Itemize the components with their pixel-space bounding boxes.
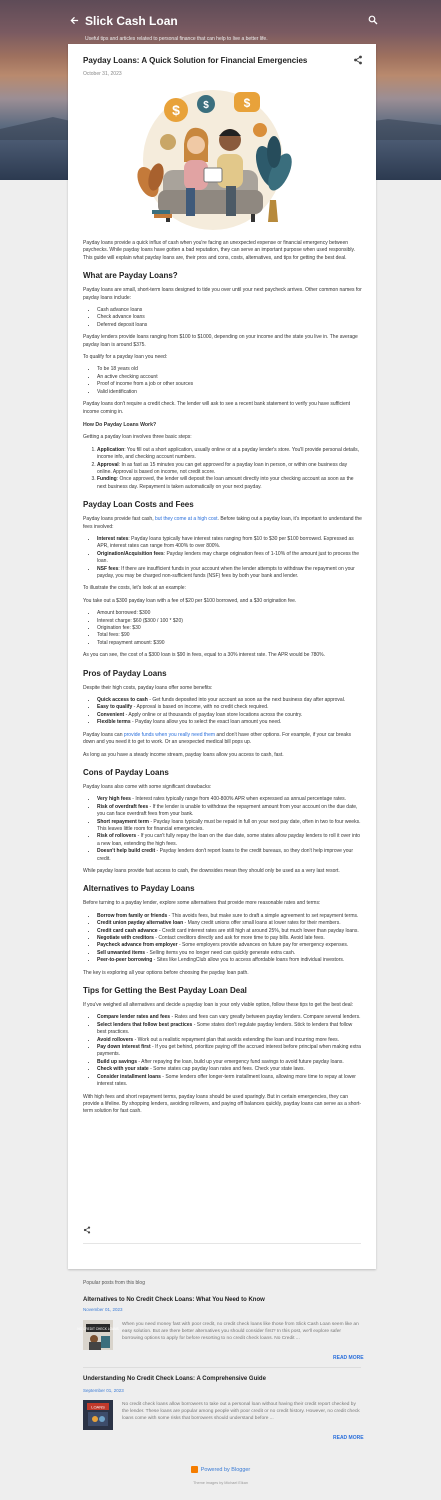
list-item: • Deferred deposit loans xyxy=(97,322,363,329)
list-item: • Cash advance loans xyxy=(97,307,363,314)
high-cost-link[interactable]: but they come at a high cost xyxy=(155,516,218,523)
list-item: • An active checking account xyxy=(97,374,363,381)
heading-tips: Tips for Getting the Best Payday Loan Deal xyxy=(83,986,247,996)
list-item: 3. Funding: Once approved, the lender will deposit the loan amount directly into your checking account as soon as the next business day. Repayment is taken automatically on your next payday. xyxy=(97,476,363,491)
list-item: • Avoid rollovers - Work out a realistic repayment plan that avoids extending the loan and incurring more fees. xyxy=(97,1037,363,1044)
paragraph: Payday loans can provide funds when you really need them and don't have other options. For example, if your car breaks down and you need it to get to work. Or an unexpected medical bill pops up. xyxy=(83,731,352,746)
post-title: Payday Loans: A Quick Solution for Financial Emergencies xyxy=(83,56,308,65)
paragraph: Despite their high costs, payday loans offer some benefits: xyxy=(83,684,213,691)
alternatives-list xyxy=(83,913,363,965)
list-item: • Amount borrowed: $300 xyxy=(97,610,363,617)
list-item: • Compare lender rates and fees - Rates and fees can vary greatly between payday lenders. Compare several lenders. xyxy=(97,1014,363,1021)
popular-post-title[interactable]: Understanding No Credit Check Loans: A Comprehensive Guide xyxy=(83,1376,266,1382)
qualify-list xyxy=(83,366,363,396)
list-item: • Credit union payday alternative loan - Many credit unions offer small loans at lower rates for their members. xyxy=(97,920,363,927)
list-item: • NSF fees: If there are insufficient funds in your account when the lender attempts to withdraw the repayment on your payday, you may be charged non-sufficient funds (NSF) fees by both your bank and lender. xyxy=(97,566,363,581)
pros-list xyxy=(83,697,363,727)
list-item: • Sell unwanted items - Selling items you no longer need can quickly generate extra cash. xyxy=(97,950,363,957)
popular-post-thumbnail[interactable] xyxy=(77,1320,119,1350)
paragraph: You take out a $300 payday loan with a fee of $20 per $100 borrowed, and a $30 origination fee. xyxy=(83,597,297,604)
list-item: • Borrow from family or friends - This avoids fees, but make sure to draft a simple agreement to set repayment terms. xyxy=(97,913,363,920)
list-item: • Easy to qualify - Approval is based on income, with no credit check required. xyxy=(97,704,363,711)
list-item: • Pay down interest first - If you get behind, prioritize paying off the accrued interest before principal when making extra payments. xyxy=(97,1044,363,1059)
popular-post-date[interactable]: November 01, 2023 xyxy=(83,1307,123,1312)
read-more-link[interactable]: READ MORE xyxy=(333,1355,364,1361)
list-item: • Interest charge: $60 ($300 / 100 * $20) xyxy=(97,618,363,625)
post-card xyxy=(68,44,376,1269)
paragraph: As long as you have a steady income stream, payday loans allow you access to cash, fast. xyxy=(83,751,284,758)
list-item: • Check advance loans xyxy=(97,314,363,321)
list-item: • Total repayment amount: $390 xyxy=(97,640,363,647)
list-item: • Quick access to cash - Get funds deposited into your account as soon as the next business day after approval. xyxy=(97,697,363,704)
paragraph: If you've weighed all alternatives and decide a payday loan is your only viable option, follow these tips to get the best deal: xyxy=(83,1002,354,1009)
popular-post-date[interactable]: September 01, 2023 xyxy=(83,1388,124,1393)
list-item: • Proof of income from a job or other sources xyxy=(97,381,363,388)
svg-text:$: $ xyxy=(172,102,180,118)
popular-post-snippet: When you need money fast with poor credit, no credit check loans like those from Slick Cash Loan seem like an easy solution. But are there better alternatives you should consider first? In this post, we'll explore safer borrowing options to apply for before resorting to no credit check loans. No Credit ... xyxy=(122,1322,359,1342)
blog-title[interactable]: Slick Cash Loan xyxy=(85,14,178,28)
paragraph: Getting a payday loan involves three basic steps: xyxy=(83,434,192,441)
paragraph: As you can see, the cost of a $300 loan is $90 in fees, equal to a 30% interest rate. The APR would be 780%. xyxy=(83,652,326,659)
paragraph: Payday loans also come with some significant drawbacks: xyxy=(83,783,212,790)
thumb-text: NO CREDIT CHECK LOANS xyxy=(77,1327,119,1331)
paragraph: With high fees and short repayment terms, payday loans should be used sparingly. But in certain emergencies, they can provide a lifeline. By shopping lenders, avoiding rollovers, and paying off balances quickly, payday loans can serve as a short-term solution for fast cash. xyxy=(83,1093,362,1115)
list-item: • Origination fee: $30 xyxy=(97,625,363,632)
list-item: • Select lenders that follow best practices - Some states don't regulate payday lenders. Stick to lenders that follow best practices. xyxy=(97,1022,363,1037)
heading-cons: Cons of Payday Loans xyxy=(83,767,169,777)
example-list xyxy=(83,610,363,647)
list-item: • To be 18 years old xyxy=(97,366,363,373)
list-item: • Build up savings - After repaying the loan, build up your emergency fund savings to avoid future payday loans. xyxy=(97,1059,363,1066)
list-item: • Convenient - Apply online or at thousands of payday loan store locations across the country. xyxy=(97,712,363,719)
paragraph: The key is exploring all your options before choosing the payday loan path. xyxy=(83,969,249,976)
heading-costs: Payday Loan Costs and Fees xyxy=(83,500,194,510)
paragraph: Payday lenders provide loans ranging from $100 to $1000, depending on your income and the state you live in. The average payday loan is around $375. xyxy=(83,334,358,348)
popular-label: Popular posts from this blog xyxy=(83,1280,145,1286)
svg-text:$: $ xyxy=(243,96,251,110)
list-item: • Very high fees - Interest rates typically range from 400-800% APR when expressed as annual percentage rates. xyxy=(97,796,363,803)
list-item: 1. Application: You fill out a short application, usually online or at a payday lender's store. You'll provide personal details, income info, and checking account numbers. xyxy=(97,447,363,462)
svg-text:$: $ xyxy=(203,100,209,111)
back-arrow-icon[interactable] xyxy=(70,16,79,25)
list-item: • Peer-to-peer borrowing - Sites like LendingClub allow you to access affordable loans from individual investors. xyxy=(97,957,363,964)
blogger-icon xyxy=(191,1466,198,1473)
steps-list xyxy=(83,447,363,491)
list-item: • Doesn't help build credit - Payday lenders don't report loans to the credit bureaus, so they don't help improve your credit. xyxy=(97,848,363,863)
search-icon[interactable] xyxy=(368,15,378,25)
list-item: • Risk of rollovers - If you can't fully repay the loan on the due date, some states allow payday lenders to roll it over into a new loan, extending the high fees. xyxy=(97,833,363,848)
list-item: • Interest rates: Payday loans typically have interest rates ranging from $10 to $30 per $100 borrowed. Expressed as APR, interest rates can range from 400% to over 800%. xyxy=(97,536,363,551)
cons-list xyxy=(83,796,363,863)
list-item: • Negotiate with creditors - Contact creditors directly and ask for more time to pay bills. Avoid late fees. xyxy=(97,935,363,942)
paragraph: To illustrate the costs, let's look at an example: xyxy=(83,585,186,592)
heading-how: How Do Payday Loans Work? xyxy=(83,421,157,428)
paragraph: Payday loans don't require a credit check. The lender will ask to see a recent bank statement to verify you have sufficient income coming in. xyxy=(83,401,351,415)
list-item: 2. Approval: In as fast as 15 minutes you can get approved for a payday loan in person, or within one business day online. Approval is based on income, not credit score. xyxy=(97,462,363,477)
heading-what: What are Payday Loans? xyxy=(83,271,178,281)
share-icon[interactable] xyxy=(353,55,363,65)
powered-by-blogger[interactable] xyxy=(0,1466,441,1473)
list-item: • Paycheck advance from employer - Some employers provide advances on future pay for emergency expenses. xyxy=(97,942,363,949)
list-item: • Consider installment loans - Some lenders offer longer-term installment loans, allowing more time to repay at lower interest rates. xyxy=(97,1074,363,1089)
post-illustration xyxy=(128,82,298,237)
read-more-link[interactable]: READ MORE xyxy=(333,1435,364,1441)
theme-credit: Theme images by Michael Elkan xyxy=(193,1481,248,1485)
list-item: • Total fees: $90 xyxy=(97,632,363,639)
post-share-icon[interactable] xyxy=(83,1226,91,1234)
list-item: • Flexible terms - Payday loans allow you to select the exact loan amount you need. xyxy=(97,719,363,726)
popular-divider xyxy=(83,1367,361,1368)
list-item: • Short repayment term - Payday loans typically must be repaid in full on your next pay date, often in two to four weeks. This leaves little room for financial emergencies. xyxy=(97,819,363,834)
blog-description: Useful tips and articles related to personal finance that can help to live a better life. xyxy=(85,36,268,42)
list-item: • Valid identification xyxy=(97,389,363,396)
paragraph: While payday loans provide fast access to cash, the downsides mean they should only be used as a very last resort. xyxy=(83,867,340,874)
names-list xyxy=(83,307,363,329)
tips-list xyxy=(83,1014,363,1088)
intro-paragraph: Payday loans provide a quick influx of cash when you're facing an unexpected expense or financial emergency between paychecks. While payday loans have gotten a bad reputation, they can serve an important purpose when used responsibly. This guide will explain what payday loans are, their pros and cons, costs, alternatives, and tips for getting the best deal. xyxy=(83,240,356,261)
provide-funds-link[interactable]: provide funds when you really need them xyxy=(123,731,216,738)
paragraph: Payday loans provide fast cash, but they come at a high cost. Before taking out a payday loan, it's important to understand the fees involved: xyxy=(83,516,362,530)
popular-post-title[interactable]: Alternatives to No Credit Check Loans: What You Need to Know xyxy=(83,1297,265,1303)
list-item: • Risk of overdraft fees - If the lender is unable to withdraw the repayment amount from your account on the due date, you can face overdraft fees from your bank. xyxy=(97,804,363,819)
post-date[interactable]: October 31, 2023 xyxy=(83,71,122,77)
heading-alternatives: Alternatives to Payday Loans xyxy=(83,884,195,894)
list-item: • Credit card cash advance - Credit card interest rates are still high at around 25%, but much lower than payday loans. xyxy=(97,928,363,935)
list-item: • Check with your state - Some states cap payday loan rates and fees. Check your state laws. xyxy=(97,1066,363,1073)
paragraph: Payday loans are small, short-term loans designed to tide you over until your next paycheck arrives. Other common names for payday loans include: xyxy=(83,287,362,301)
paragraph: Before turning to a payday lender, explore some alternatives that provide more reasonable rates and terms: xyxy=(83,900,321,907)
thumb-text: LOANS xyxy=(91,1404,105,1410)
list-item: • Origination/Acquisition fees: Payday lenders may charge origination fees of 1-10% of the amount just to process the loan. xyxy=(97,551,363,566)
heading-pros: Pros of Payday Loans xyxy=(83,668,167,678)
paragraph: To qualify for a payday loan you need: xyxy=(83,354,168,361)
post-divider xyxy=(83,1243,361,1244)
popular-post-thumbnail[interactable] xyxy=(83,1400,113,1430)
powered-text[interactable]: Powered by Blogger xyxy=(200,1466,251,1473)
top-bar xyxy=(60,10,380,40)
popular-post-snippet: No credit check loans allow borrowers to take out a personal loan without having their credit report checked by the lender. These loans are popular among people with poor credit or no credit history. However, no credit check loans come with some risks that borrowers should understand before ... xyxy=(122,1402,360,1422)
post-body xyxy=(83,240,363,1121)
fees-list xyxy=(83,536,363,580)
